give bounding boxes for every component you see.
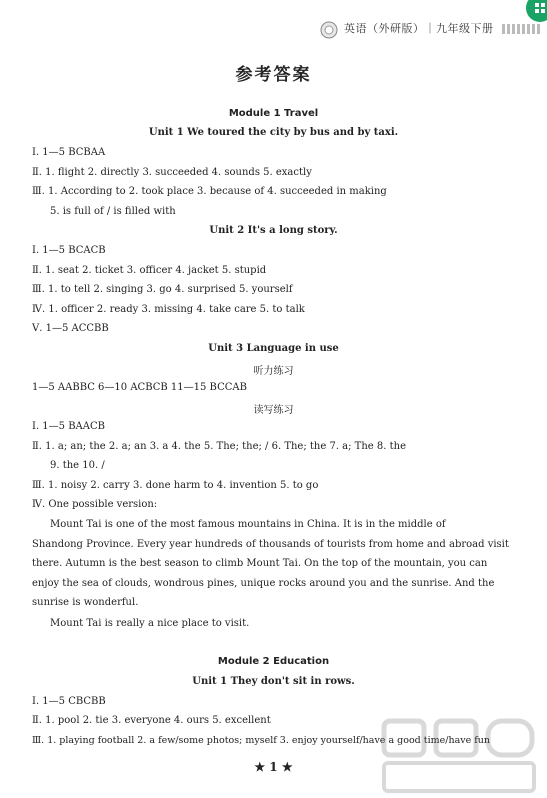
essay-line: Shandong Province. Every year hundreds of thousands of tourists from home and abroad visit <box>32 539 509 550</box>
page-title: 参考答案 <box>235 65 312 85</box>
answer-line: 9. the 10. / <box>50 460 105 471</box>
answer-line: Ⅱ. 1. seat 2. ticket 3. officer 4. jacket 5. stupid <box>32 265 267 276</box>
essay-line: enjoy the sea of clouds, wondrous pines, unique rocks around you and the sunrise. And the <box>32 578 495 589</box>
module-heading: Module 1 Travel <box>228 108 319 119</box>
essay-line: sunrise is wonderful. <box>32 597 139 608</box>
essay-line: Mount Tai is really a nice place to visit. <box>50 618 250 629</box>
answer-line: Ⅳ. One possible version: <box>32 499 158 510</box>
answer-line: Ⅱ. 1. a; an; the 2. a; an 3. a 4. the 5. The; the; / 6. The; the 7. a; The 8. the <box>32 441 406 452</box>
unit-heading: Unit 2 It's a long story. <box>209 225 338 236</box>
answer-line: Ⅳ. 1. officer 2. ready 3. missing 4. take care 5. to talk <box>32 304 305 315</box>
header-subject: 英语（外研版）｜九年级下册 <box>344 22 494 35</box>
answer-line: Ⅰ. 1—5 BAACB <box>32 421 106 432</box>
answer-line: Ⅱ. 1. flight 2. directly 3. succeeded 4. sounds 5. exactly <box>32 167 312 178</box>
unit-heading: Unit 3 Language in use <box>208 343 339 354</box>
unit-heading: Unit 1 They don't sit in rows. <box>192 676 355 687</box>
header-decor-bar <box>502 24 542 34</box>
answer-line: Ⅱ. 1. pool 2. tie 3. everyone 4. ours 5. excellent <box>32 715 271 726</box>
watermark-logo-icon <box>380 715 540 795</box>
answer-line: Ⅲ. 1. According to 2. took place 3. because of 4. succeeded in making <box>32 186 387 197</box>
module-heading: Module 2 Education <box>217 656 330 667</box>
book-logo-icon <box>320 21 338 39</box>
answer-line: Ⅲ. 1. noisy 2. carry 3. done harm to 4. invention 5. to go <box>32 480 319 491</box>
answer-line: Ⅰ. 1—5 BCACB <box>32 245 106 256</box>
unit-heading: Unit 1 We toured the city by bus and by taxi. <box>148 127 399 138</box>
grid-menu-icon[interactable] <box>526 0 547 22</box>
essay-line: Mount Tai is one of the most famous mountains in China. It is in the middle of <box>50 519 446 530</box>
answer-line: 1—5 AABBC 6—10 ACBCB 11—15 BCCAB <box>32 382 247 393</box>
answer-line: Ⅲ. 1. to tell 2. singing 3. go 4. surprised 5. yourself <box>32 284 293 295</box>
answer-line: Ⅴ. 1—5 ACCBB <box>32 323 109 334</box>
section-heading: 听力练习 <box>253 366 294 377</box>
answer-line: Ⅲ. 1. playing football 2. a few/some photos; myself 3. enjoy yourself/have a good time/have fun <box>32 735 490 746</box>
answer-line: 5. is full of / is filled with <box>50 206 176 217</box>
answer-line: Ⅰ. 1—5 BCBAA <box>32 147 106 158</box>
section-heading: 读写练习 <box>253 405 294 416</box>
page-number: ★ 1 ★ <box>254 760 293 774</box>
answer-line: Ⅰ. 1—5 CBCBB <box>32 696 106 707</box>
essay-line: there. Autumn is the best season to climb Mount Tai. On the top of the mountain, you can <box>32 558 488 569</box>
